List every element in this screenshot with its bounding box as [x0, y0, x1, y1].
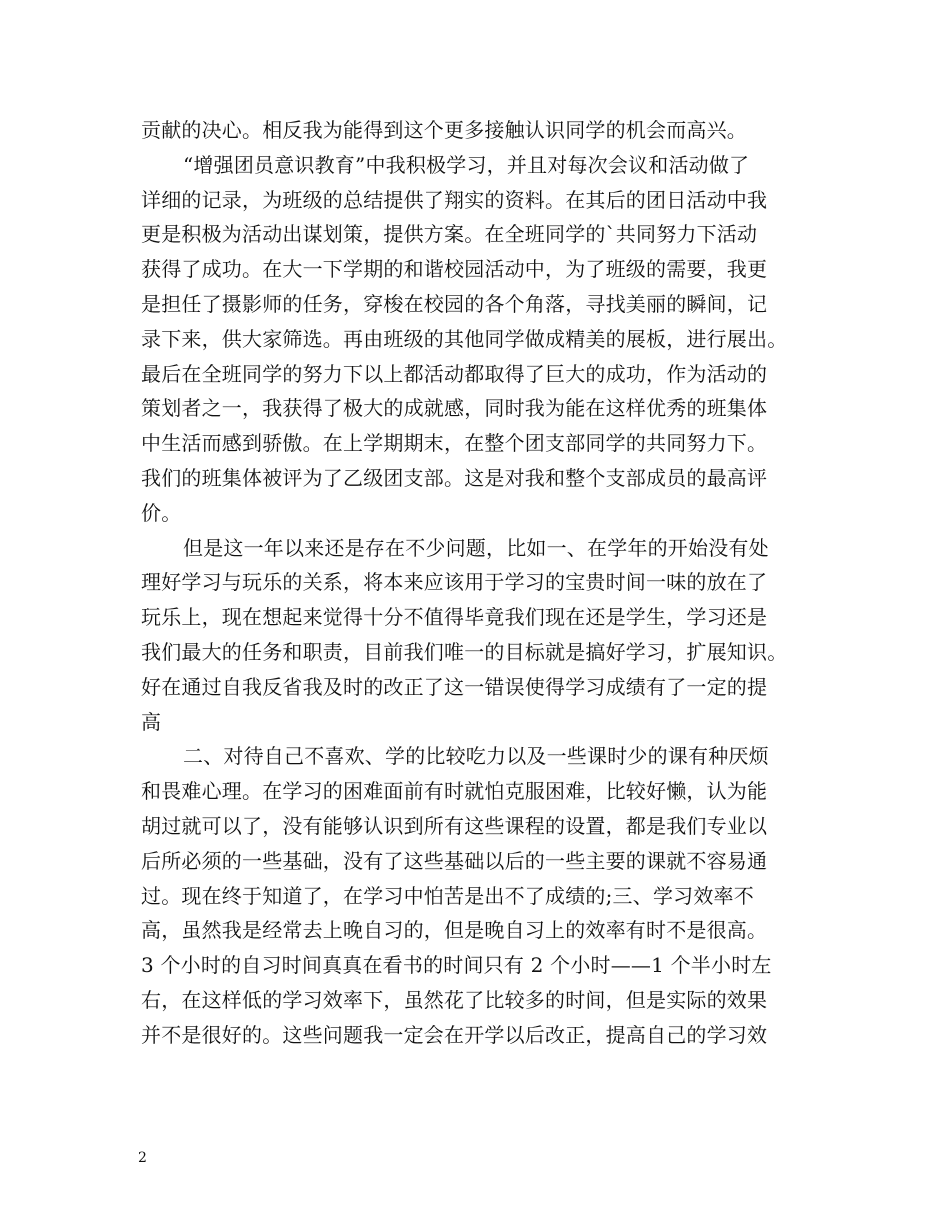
text-line: 更是积极为活动出谋划策，提供方案。在全班同学的`共同努力下活动: [141, 222, 758, 247]
text-line: 好在通过自我反省我及时的改正了这一错误使得学习成绩有了一定的提: [141, 674, 768, 699]
text-line: 详细的记录，为班级的总结提供了翔实的资料。在其后的团日活动中我: [141, 187, 768, 212]
text-line: 理好学习与玩乐的关系，将本来应该用于学习的宝贵时间一味的放在了: [141, 570, 768, 595]
text-line: 贡献的决心。相反我为能得到这个更多接触认识同学的机会而高兴。: [141, 118, 747, 142]
text-line: 高，虽然我是经常去上晚自习的，但是晚自习上的效率有时不是很高。: [141, 918, 768, 943]
text-line: 我们最大的任务和职责，目前我们唯一的目标就是搞好学习，扩展知识。: [141, 639, 788, 664]
text-line: 二、对待自己不喜欢、学的比较吃力以及一些课时少的课有种厌烦: [183, 744, 769, 769]
text-line: 玩乐上，现在想起来觉得十分不值得毕竟我们现在还是学生，学习还是: [141, 605, 768, 630]
body-text: [141, 113, 841, 1053]
text-line: 最后在全班同学的努力下以上都活动都取得了巨大的成功，作为活动的: [141, 361, 768, 386]
text-line: 后所必须的一些基础，没有了这些基础以后的一些主要的课就不容易通: [141, 848, 768, 873]
text-line: 并不是很好的。这些问题我一定会在开学以后改正，提高自己的学习效: [141, 1022, 768, 1047]
text-line: 但是这一年以来还是存在不少问题，比如一、在学年的开始没有处: [183, 535, 769, 560]
text-line: 右，在这样低的学习效率下，虽然花了比较多的时间，但是实际的效果: [141, 987, 768, 1012]
text-line: 我们的班集体被评为了乙级团支部。这是对我和整个支部成员的最高评: [141, 465, 768, 490]
text-line: 和畏难心理。在学习的困难面前有时就怕克服困难，比较好懒，认为能: [141, 779, 768, 804]
text-line: 获得了成功。在大一下学期的和谐校园活动中，为了班级的需要，我更: [141, 257, 768, 282]
text-line: 录下来，供大家筛选。再由班级的其他同学做成精美的展板，进行展出。: [141, 326, 788, 351]
text-line: 胡过就可以了，没有能够认识到所有这些课程的设置，都是我们专业以: [141, 813, 768, 838]
text-line: 策划者之一，我获得了极大的成就感，同时我为能在这样优秀的班集体: [141, 396, 768, 421]
text-line: 中生活而感到骄傲。在上学期期末，在整个团支部同学的共同努力下。: [141, 431, 768, 456]
text-line: 价。: [141, 500, 182, 525]
page-number: 2: [138, 1150, 147, 1166]
text-line: 过。现在终于知道了，在学习中怕苦是出不了成绩的;三、学习效率不: [141, 883, 754, 908]
text-line: 是担任了摄影师的任务，穿梭在校园的各个角落，寻找美丽的瞬间，记: [141, 291, 768, 316]
text-line: 高: [141, 709, 162, 734]
text-line: “增强团员意识教育”中我积极学习，并且对每次会议和活动做了: [183, 152, 750, 177]
text-line: 3 个小时的自习时间真真在看书的时间只有 2 个小时——1 个半小时左: [141, 953, 772, 978]
